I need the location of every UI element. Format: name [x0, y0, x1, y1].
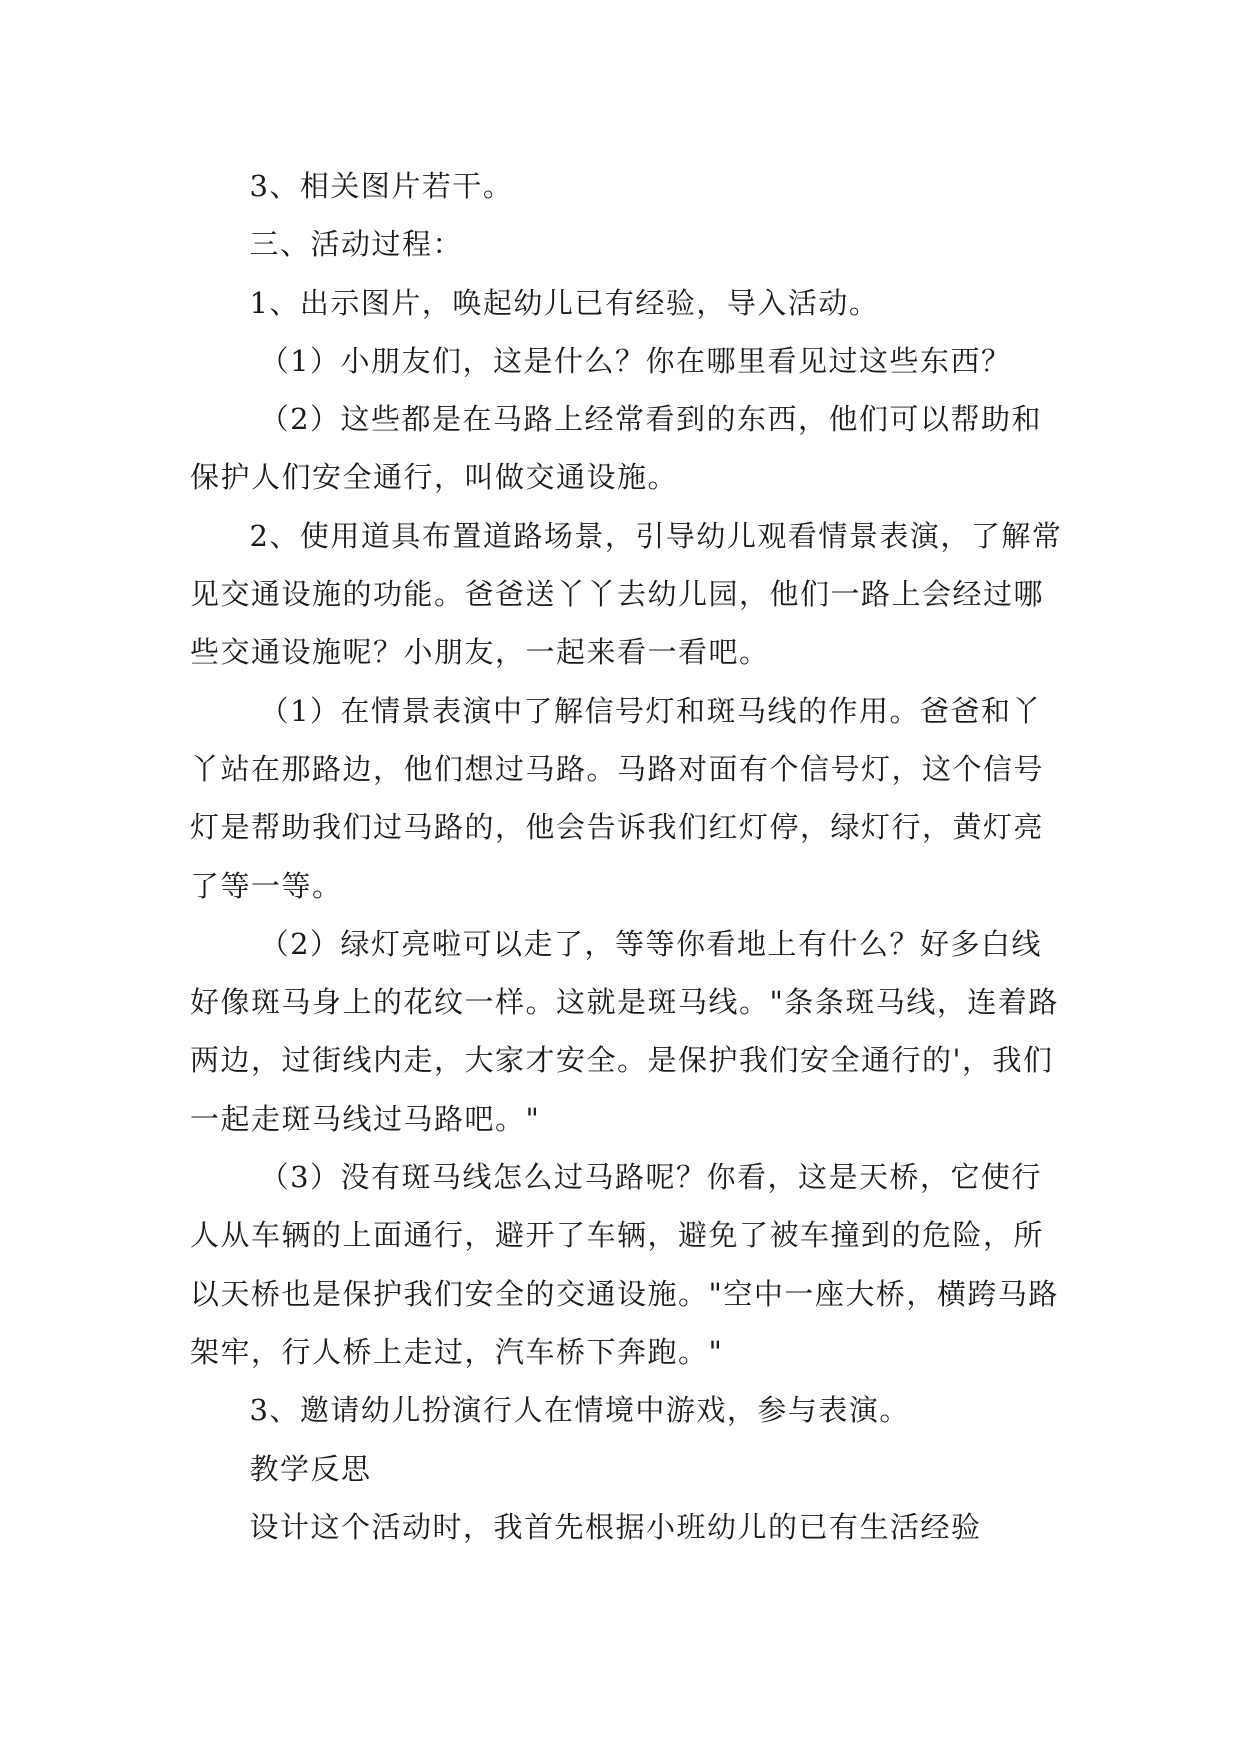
paragraph-step-2-1: （1）在情景表演中了解信号灯和斑马线的作用。爸爸和丫丫站在那路边，他们想过马路。马路对面有个信号灯，这个信号灯是帮助我们过马路的，他会告诉我们红灯停，绿灯行，黄灯亮了等一等。 [190, 693, 1045, 903]
paragraph-step-3: 3、邀请幼儿扮演行人在情境中游戏，参与表演。 [249, 1393, 910, 1428]
paragraph-reflection: 设计这个活动时，我首先根据小班幼儿的已有生活经验 [249, 1509, 982, 1544]
document-body [190, 157, 1066, 1556]
paragraph-step-2: 2、使用道具布置道路场景，引导幼儿观看情景表演，了解常见交通设施的功能。爸爸送丫丫去幼儿园，他们一路上会经过哪些交通设施呢？小朋友，一起来看一看吧。 [190, 518, 1063, 670]
paragraph-materials-3: 3、相关图片若干。 [249, 169, 514, 203]
paragraph-step-2-3: （3）没有斑马线怎么过马路呢？你看，这是天桥，它使行人从车辆的上面通行，避开了车辆，避免了被车撞到的危险，所以天桥也是保护我们安全的交通设施。"空中一座大桥，横跨马路架牢，行人桥上走过，汽车桥下奔跑。" [190, 1160, 1059, 1369]
paragraph-step-1: 1、出示图片，唤起幼儿已有经验，导入活动。 [249, 285, 880, 320]
section-heading-reflection: 教学反思 [249, 1451, 372, 1486]
paragraph-step-1-1: （1）小朋友们，这是什么？你在哪里看见过这些东西？ [259, 343, 1012, 378]
paragraph-step-1-2: （2）这些都是在马路上经常看到的东西，他们可以帮助和保护人们安全通行，叫做交通设施。 [190, 402, 1043, 495]
paragraph-step-2-2: （2）绿灯亮啦可以走了，等等你看地上有什么？好多白线好像斑马身上的花纹一样。这就是斑马线。"条条斑马线，连着路两边，过街线内走，大家才安全。是保护我们安全通行的'，我们一起走斑马线过马路吧。" [190, 926, 1059, 1136]
section-heading-activity-process: 三、活动过程： [249, 227, 463, 262]
